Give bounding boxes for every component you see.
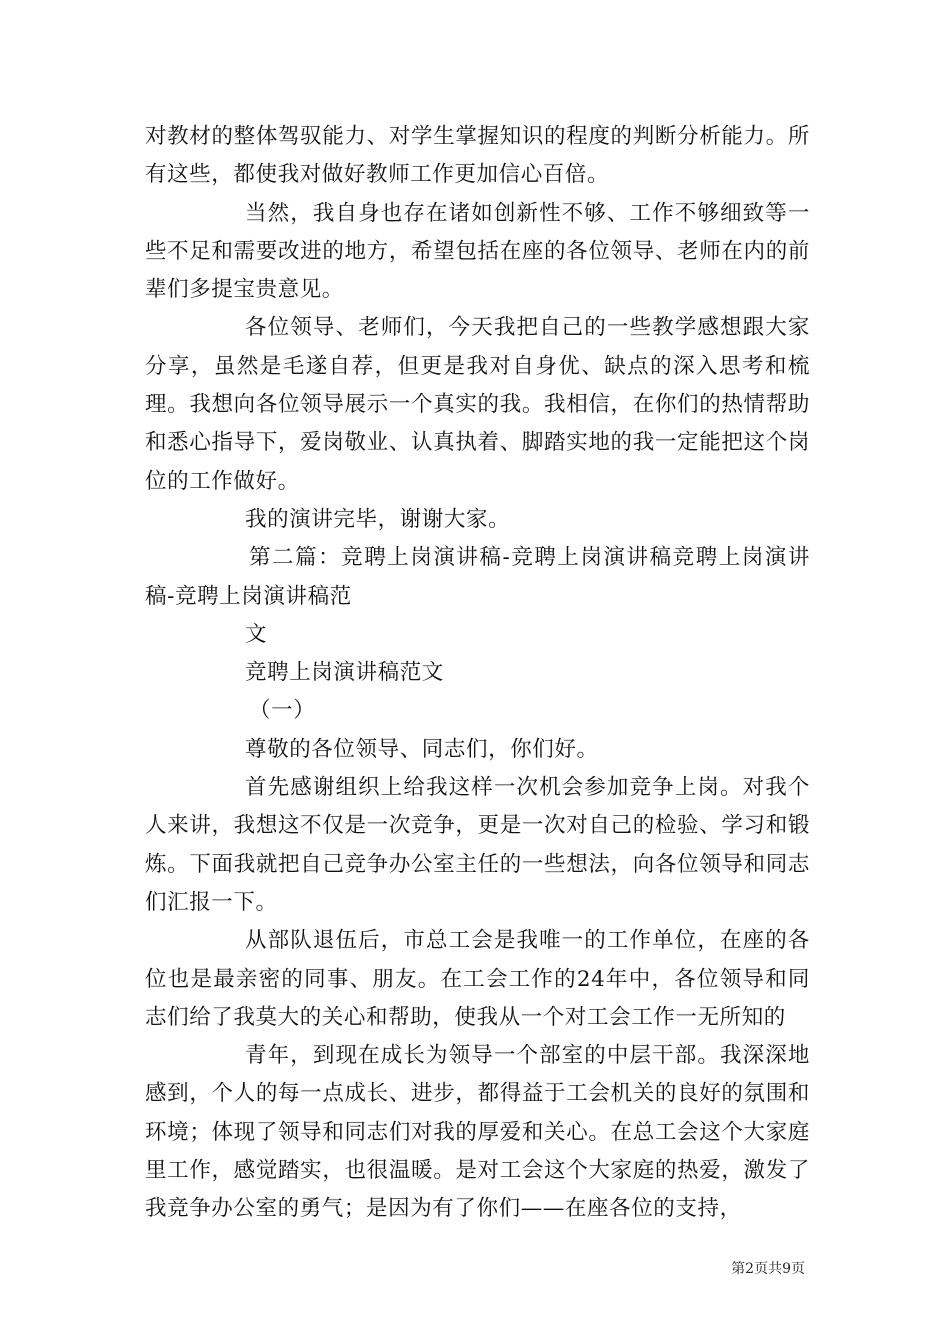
paragraph-self-shortcomings: 当然，我自身也存在诸如创新性不够、工作不够细致等一些不足和需要改进的地方，希望包括在座的各位领导、老师在内的前辈们多提宝贵意见。	[145, 200, 810, 303]
page-number-footer: 第2页共9页	[731, 1261, 805, 1277]
paragraph-continued-ability: 对教材的整体驾驭能力、对学生掌握知识的程度的判断分析能力。所有这些，都使我对做好教师工作更加信心百倍。	[145, 124, 810, 188]
section-heading-continued: 文	[245, 621, 268, 647]
paragraph-growth: 青年，到现在成长为领导一个部室的中层干部。我深深地感到，个人的每一点成长、进步，都得益于工会机关的良好的氛围和环境；体现了领导和同志们对我的厚爱和关心。在总工会这个大家庭里工作，感觉踏实，也很温暖。是对工会这个大家庭的热爱，激发了我竞争办公室的勇气；是因为有了你们——在座各位的支持，	[145, 1043, 810, 1222]
paragraph-work-history: 从部队退伍后，市总工会是我唯一的工作单位，在座的各位也是最亲密的同事、朋友。在工会工作的24年中，各位领导和同志们给了我莫大的关心和帮助，使我从一个对工会工作一无所知的	[145, 928, 810, 1030]
paragraph-speech-end: 我的演讲完毕，谢谢大家。	[245, 506, 511, 532]
greeting-line: 尊敬的各位领导、同志们，你们好。	[245, 736, 599, 762]
paragraph-sharing-thoughts: 各位领导、老师们，今天我把自己的一些教学感想跟大家分享，虽然是毛遂自荐，但更是我对自身优、缺点的深入思考和梳理。我想向各位领导展示一个真实的我。我相信，在你们的热情帮助和悉心指导下，爱岗敬业、认真执着、脚踏实地的我一定能把这个岗位的工作做好。	[145, 315, 810, 494]
section-heading-part-two: 第二篇：竞聘上岗演讲稿-竞聘上岗演讲稿竞聘上岗演讲稿-竞聘上岗演讲稿范	[145, 545, 810, 609]
paragraph-thanks-organization: 首先感谢组织上给我这样一次机会参加竞争上岗。对我个人来讲，我想这不仅是一次竞争，更是一次对自己的检验、学习和锻炼。下面我就把自己竞争办公室主任的一些想法，向各位领导和同志们汇报一下。	[145, 775, 810, 915]
body-text	[145, 118, 810, 1229]
article-title: 竞聘上岗演讲稿范文	[245, 660, 444, 686]
article-subsection-number: （一）	[249, 698, 316, 724]
